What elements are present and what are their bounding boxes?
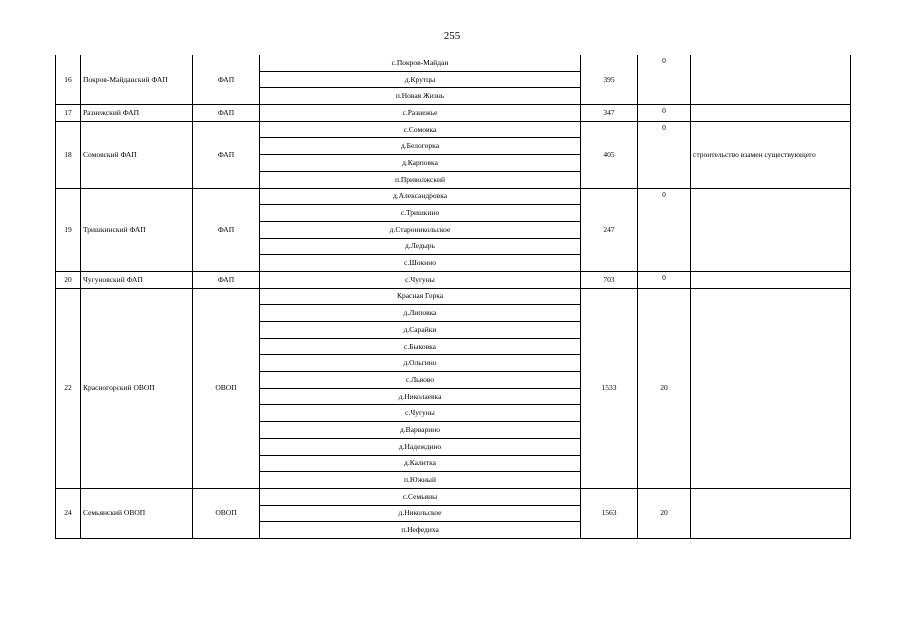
village-name: д.Надеждино xyxy=(260,438,581,455)
village-name: с.Разнежье xyxy=(260,105,581,122)
table-row xyxy=(56,188,851,205)
note-text xyxy=(691,188,851,271)
note-text xyxy=(691,55,851,105)
facility-name: Тришкинский ФАП xyxy=(81,188,193,271)
capacity-value: 20 xyxy=(638,488,691,538)
row-number: 16 xyxy=(56,55,81,105)
row-number: 18 xyxy=(56,121,81,188)
village-name: д.Александровка xyxy=(260,188,581,205)
population-value: 405 xyxy=(581,121,638,188)
village-name: с.Шокино xyxy=(260,255,581,272)
table-row xyxy=(56,271,851,288)
facility-name: Разнежский ФАП xyxy=(81,105,193,122)
village-name: д.Белогорка xyxy=(260,138,581,155)
note-text: строительство взамен существующего xyxy=(691,121,851,188)
village-name: д.Староникольское xyxy=(260,221,581,238)
capacity-value: 20 xyxy=(638,288,691,488)
village-name: п.Нефедиха xyxy=(260,522,581,539)
row-number: 24 xyxy=(56,488,81,538)
facility-type: ФАП xyxy=(193,271,260,288)
village-name: с.Чугуны xyxy=(260,405,581,422)
facility-name: Чугуновский ФАП xyxy=(81,271,193,288)
facility-type: ОВОП xyxy=(193,488,260,538)
population-value: 395 xyxy=(581,55,638,105)
page-number: 255 xyxy=(443,30,461,42)
village-name: д.Николаевка xyxy=(260,388,581,405)
population-value: 1533 xyxy=(581,288,638,488)
facility-type: ФАП xyxy=(193,121,260,188)
note-text xyxy=(691,271,851,288)
capacity-value: 0 xyxy=(638,105,691,122)
village-name: с.Быковка xyxy=(260,338,581,355)
table-row xyxy=(56,488,851,505)
facility-type: ФАП xyxy=(193,105,260,122)
village-name: д.Крутцы xyxy=(260,71,581,88)
facility-type: ФАП xyxy=(193,188,260,271)
village-name: Красная Горка xyxy=(260,288,581,305)
village-name: д.Никольское xyxy=(260,505,581,522)
village-name: д.Липовка xyxy=(260,305,581,322)
village-name: с.Тришкино xyxy=(260,205,581,222)
village-name: д.Ледырь xyxy=(260,238,581,255)
village-name: с.Покров-Майдан xyxy=(260,55,581,71)
table-row xyxy=(56,105,851,122)
capacity-value: 0 xyxy=(638,55,691,105)
row-number: 17 xyxy=(56,105,81,122)
capacity-value: 0 xyxy=(638,121,691,188)
facility-type: ОВОП xyxy=(193,288,260,488)
note-text xyxy=(691,105,851,122)
village-name: д.Сарайки xyxy=(260,322,581,339)
population-value: 247 xyxy=(581,188,638,271)
capacity-value: 0 xyxy=(638,188,691,271)
village-name: д.Калитка xyxy=(260,455,581,472)
village-name: п.Приволжский xyxy=(260,171,581,188)
village-name: с.Чугуны xyxy=(260,271,581,288)
village-name: с.Сомовка xyxy=(260,121,581,138)
population-value: 703 xyxy=(581,271,638,288)
note-text xyxy=(691,288,851,488)
row-number: 19 xyxy=(56,188,81,271)
capacity-value: 0 xyxy=(638,271,691,288)
population-value: 1563 xyxy=(581,488,638,538)
facilities-table xyxy=(55,55,851,539)
facility-name: Сомовский ФАП xyxy=(81,121,193,188)
village-name: п.Южный xyxy=(260,472,581,489)
table-row xyxy=(56,121,851,138)
facility-name: Покров-Майданский ФАП xyxy=(81,55,193,105)
village-name: с.Львово xyxy=(260,372,581,389)
village-name: д.Ольгино xyxy=(260,355,581,372)
note-text xyxy=(691,488,851,538)
village-name: с.Семьяны xyxy=(260,488,581,505)
table-row xyxy=(56,55,851,71)
row-number: 20 xyxy=(56,271,81,288)
village-name: д.Варварино xyxy=(260,422,581,439)
facility-name: Семьянский ОВОП xyxy=(81,488,193,538)
facility-name: Красногорский ОВОП xyxy=(81,288,193,488)
village-name: д.Карповка xyxy=(260,155,581,172)
village-name: п.Новая Жизнь xyxy=(260,88,581,105)
population-value: 347 xyxy=(581,105,638,122)
row-number: 22 xyxy=(56,288,81,488)
table-row xyxy=(56,288,851,305)
facility-type: ФАП xyxy=(193,55,260,105)
